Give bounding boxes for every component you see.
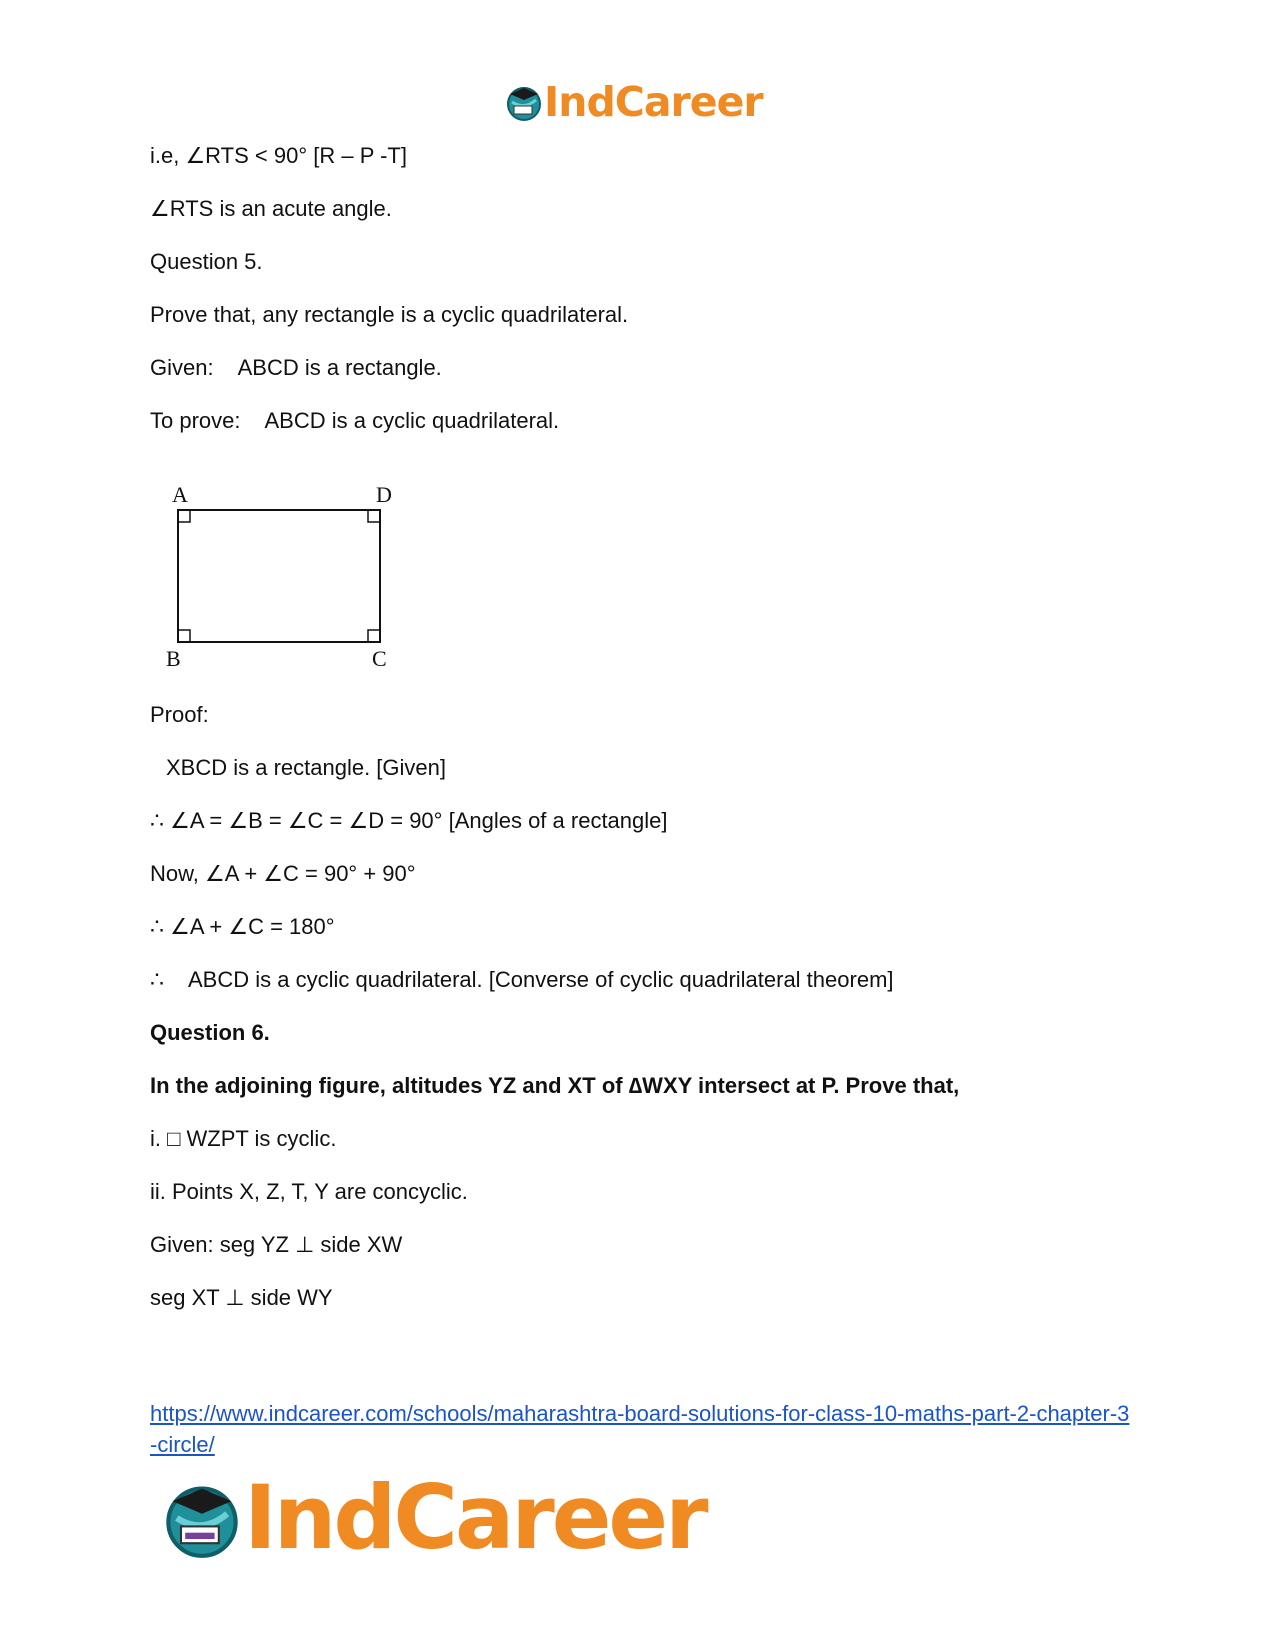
question-6-text: In the adjoining figure, altitudes YZ and XT of ∆WXY intersect at P. Prove that,	[150, 1073, 960, 1098]
question-6-given-2: seg XT ⊥ side WY	[150, 1285, 333, 1310]
question-6-given: Given: seg YZ ⊥ side XW	[150, 1232, 403, 1257]
brand-name: IndCareer	[244, 1466, 706, 1569]
right-angle-d	[368, 510, 380, 522]
brand-name: IndCareer	[544, 78, 763, 126]
to-prove-line	[150, 408, 559, 434]
given-line	[150, 355, 442, 381]
vertex-label-c: C	[372, 646, 387, 671]
text-line: ∠RTS is an acute angle.	[150, 196, 392, 221]
globe-cap-icon	[160, 1476, 244, 1560]
rectangle-abcd	[178, 510, 380, 642]
given-value: ABCD is a rectangle.	[237, 355, 442, 380]
proof-step: XBCD is a rectangle. [Given]	[166, 755, 447, 780]
question-5-text: Prove that, any rectangle is a cyclic quadrilateral.	[150, 302, 629, 327]
header-logo	[504, 78, 763, 126]
globe-cap-icon	[504, 82, 544, 122]
proof-conclusion	[150, 967, 894, 993]
therefore-symbol: ∴	[150, 967, 164, 992]
text-line: i.e, ∠RTS < 90° [R – P -T]	[150, 143, 407, 168]
proof-step: ∴ ∠A + ∠C = 180°	[150, 914, 335, 939]
vertex-label-d: D	[376, 484, 392, 507]
to-prove-value: ABCD is a cyclic quadrilateral.	[264, 408, 560, 433]
question-6-part-ii: ii. Points X, Z, T, Y are concyclic.	[150, 1179, 468, 1204]
question-6-title: Question 6.	[150, 1020, 270, 1045]
footer-logo	[160, 1466, 706, 1569]
vertex-label-a: A	[172, 484, 188, 507]
proof-label: Proof:	[150, 702, 209, 727]
question-6-part-i: i. □ WZPT is cyclic.	[150, 1126, 337, 1151]
source-url-link[interactable]: https://www.indcareer.com/schools/maharashtra-board-solutions-for-class-10-maths-part-2-chapter-3-circle/	[150, 1401, 1130, 1457]
question-5-title: Question 5.	[150, 249, 263, 274]
proof-step: ∴ ∠A = ∠B = ∠C = ∠D = 90° [Angles of a rectangle]	[150, 808, 668, 833]
rectangle-figure	[160, 484, 410, 674]
conclusion-text: ABCD is a cyclic quadrilateral. [Converse of cyclic quadrilateral theorem]	[188, 967, 894, 992]
given-label: Given:	[150, 355, 214, 380]
right-angle-c	[368, 630, 380, 642]
to-prove-label: To prove:	[150, 408, 241, 433]
proof-step: Now, ∠A + ∠C = 90° + 90°	[150, 861, 416, 886]
right-angle-a	[178, 510, 190, 522]
right-angle-b	[178, 630, 190, 642]
vertex-label-b: B	[166, 646, 181, 671]
